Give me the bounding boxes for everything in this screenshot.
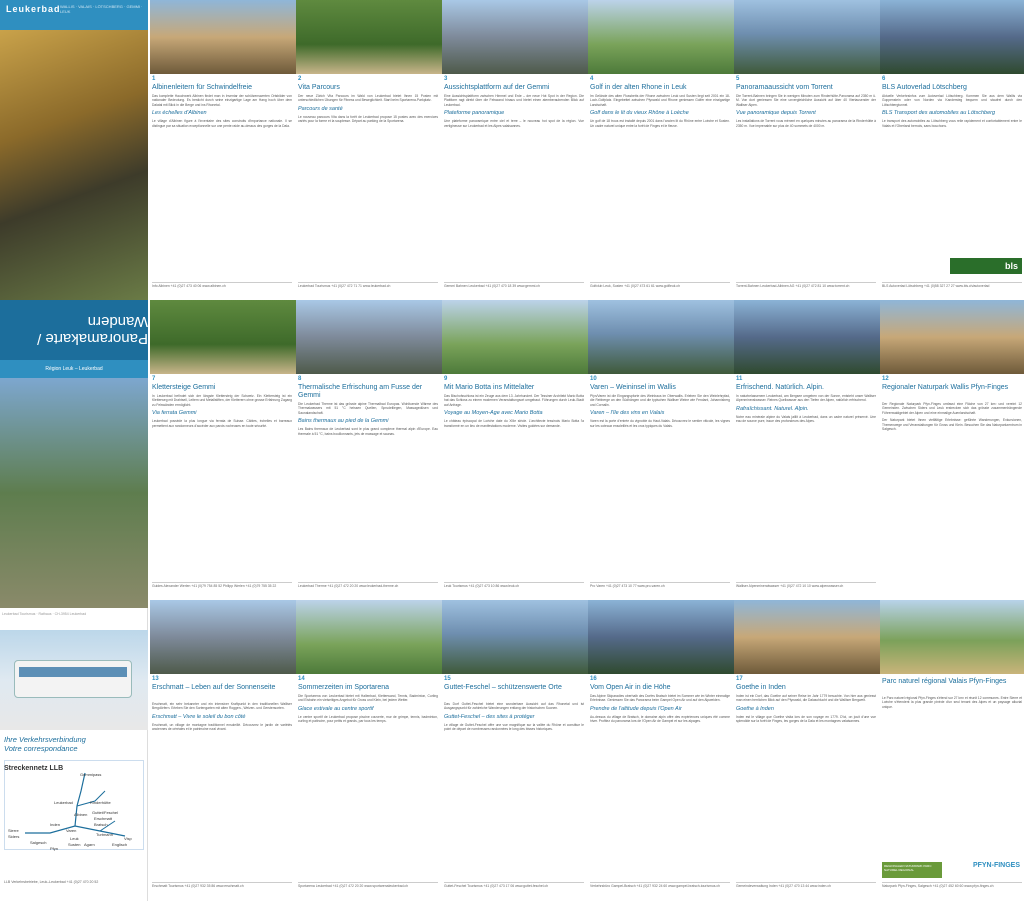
panel-photo <box>734 300 880 374</box>
panel-text-de: Das Bischofsschloss ist ein Zeuge aus dem 13. Jahrhundert. Der Tessiner Architekt Mario Botta hat das Schloss zu einem modernen Veranstaltungsort umgebaut. Führungen durch Leuk-Stadt auf Anfrage. <box>444 394 584 407</box>
panel-text <box>444 702 584 732</box>
panel-number: 13 <box>152 676 159 682</box>
panel-3 <box>442 0 588 300</box>
panel-2 <box>296 0 442 300</box>
panel-5 <box>734 0 880 300</box>
panel-title: Goethe in Inden <box>736 684 786 691</box>
panel-text <box>152 94 292 128</box>
panel-photo <box>880 0 1024 74</box>
panel-text-fr: Le village d'Albinen figure à l'inventaire des sites construits d'importance nationale. Il se distingue par sa situation exceptionnelle sur une pente raide au-dessus des gorges de la Dala. <box>152 119 292 128</box>
panel-subtitle: Golf dans le lit du vieux Rhône à Loèche <box>590 110 689 117</box>
panel-text <box>590 94 730 128</box>
panel-subtitle: Glace estivale au centre sportif <box>298 705 374 712</box>
map-label: Leukerbad <box>54 800 73 805</box>
panel-number: 11 <box>736 376 743 382</box>
panel-subtitle: Plateforme panoramique <box>444 110 505 117</box>
panel-photo <box>442 300 588 374</box>
panel-number: 6 <box>882 76 886 82</box>
panel-text-de: Die Torrent-Bahnen bringen Sie in wenigen Minuten zum Rinderhütte-Panorama auf 2350 m ü. M. Von dort geniessen Sie eine unvergleichliche Aussicht auf über 40 Viertausender der Walliser Alpen. <box>736 94 876 107</box>
panel-contact: Erschmatt Tourismus +41 (0)27 932 35 86 www.erschmatt.ch <box>152 882 292 888</box>
panel-number: 10 <box>590 376 597 382</box>
panel-number: 5 <box>736 76 740 82</box>
panel-text <box>882 94 1022 128</box>
panel-photo <box>296 300 442 374</box>
panel-7 <box>150 300 296 600</box>
panel-subtitle: Prendre de l'altitude depuis l'Open Air <box>590 705 682 712</box>
transport-heading: Ihre Verkehrsverbindung Votre correspondance <box>4 735 86 753</box>
cover-photo <box>0 30 148 300</box>
panel-number: 8 <box>298 376 302 382</box>
cover-fold <box>0 0 148 901</box>
park-panel <box>880 600 1024 900</box>
park-title: Parc naturel régional Valais Pfyn-Finges <box>882 678 1007 685</box>
panel-text-de: Die Sportarena von Leukerbad bietet mit Hallenbad, Kletterwand, Tennis, Badminton, Curling und Eisbahn ein vielseitiges Angebot für Gross und Klein, bei jedem Wetter. <box>298 694 438 703</box>
panel-text-fr: Les installations de Torrent vous mènent en quelques minutes au panorama de la Rinderhütte à 2350 m. Vue imprenable sur plus de 40 sommets de 4000 m. <box>736 119 876 128</box>
panel-number: 4 <box>590 76 594 82</box>
panel-text-de: Das komplette Hauchwerk Albinen findet man in Inventar der schützenswerten Ortsbilder von nationaler Bedeutung. Es besticht durch seine einzigartige Lage am Hang hoch über dem Dalatal mit Blick in die Berge und ins Rhonetal. <box>152 94 292 107</box>
panel-contact: Golfclub Leuk, Susten +41 (0)27 473 61 61 www.golfleuk.ch <box>590 282 730 288</box>
panel-text-de: Inden ist ein Dorf, das Goethe auf seiner Reise im Jahr 1779 besuchte. Von hier aus geniesst man einen herrlichen Blick auf den Pfynwald, die Dalaschlucht und die Walliser Bergwelt. <box>736 694 876 703</box>
panel-photo <box>442 0 588 74</box>
panel-text-fr: Leukerbad possède la plus longue via ferrata de Suisse. Câbles, échelles et barreaux permettent aux randonneurs d'accéder aux parois rocheuses en toute sécurité. <box>152 419 292 428</box>
panel-16 <box>588 600 734 900</box>
panel-text <box>298 694 438 724</box>
panel-text-fr: Le château épiscopal de Loèche date du XIIIe siècle. L'architecte tessinois Mario Botta l'a transformé en un lieu de manifestations moderne. Visites guidées sur demande. <box>444 419 584 428</box>
panel-photo <box>150 0 296 74</box>
panel-text <box>590 694 730 724</box>
brand-logo: Leukerbad <box>6 4 61 14</box>
panel-17 <box>734 600 880 900</box>
map-label: Siders <box>8 834 20 839</box>
panel-text-fr: Notre eau minérale alpine du Valais jaillit à Leukerbad, dans un cadre naturel préservé. Une eau de source pure, issue des profondeurs des Alpes. <box>736 414 876 424</box>
panel-title: Thermalische Erfrischung am Fusse der Gemmi <box>298 384 423 399</box>
panel-photo <box>734 600 880 674</box>
panel-subtitle: Rafraîchissant. Naturel. Alpin. <box>736 405 809 412</box>
cover-caption: Leukerbad Tourismus · Rathaus · CH-3954 Leukerbad <box>2 612 87 616</box>
panel-text <box>736 394 876 424</box>
panel-subtitle: Guttet-Feschel – des sites à protéger <box>444 713 535 720</box>
panel-text <box>736 694 876 724</box>
panel-text-fr: Un golf de 18 trous est installé depuis 2001 dans l'ancien lit du Rhône entre Loèche et Susten. Un cadre naturel unique entre la forêt de Finges et le fleuve. <box>590 119 730 128</box>
panel-text <box>298 94 438 124</box>
panel-title: Mit Mario Botta ins Mittelalter <box>444 384 535 391</box>
panel-number: 12 <box>882 376 889 382</box>
panel-text-fr: Le centre sportif de Leukerbad propose piscine couverte, mur de grimpe, tennis, badminton, curling et patinoire, pour petits et grands, par tous les temps. <box>298 714 438 724</box>
panel-text-de: Erschmatt, ein sehr bekannter und ein intensiver Kraftpunkt in den traditionellen Walliser Bergdörfern. Erleben Sie den Sortengarten mit alten Roggen-, Weizen- und Gerstensorten. <box>152 702 292 711</box>
panel-contact: Gemeindeverwaltung Inden +41 (0)27 470 13 44 www.inden.ch <box>736 882 876 888</box>
panel-title: Regionaler Naturpark Wallis Pfyn-Finges <box>882 384 1009 391</box>
panel-subtitle: Via ferrata Gemmi <box>152 410 197 417</box>
panel-contact: Guttet-Feschel Tourismus +41 (0)27 473 17 06 www.guttet-feschel.ch <box>444 882 584 888</box>
panel-text-de: Aktuelle Verkehrsinfos zum Autoverlad Lötschberg. Kommen Sie aus dem Wallis via Goppenstein oder von Norden via Kandersteg bequem und staufrei durch den Lötschbergtunnel. <box>882 94 1022 107</box>
map-label: Pfyn <box>50 846 59 851</box>
panel-number: 3 <box>444 76 448 82</box>
park-logo: REGIONALER NATURPARK PARC NATUREL REGIONAL <box>882 862 942 878</box>
panel-photo <box>150 600 296 674</box>
bls-logo: bls <box>950 258 1022 274</box>
panel-contact: Guides Alexander Werlen +41 (0)79 754 85 52 Philipp Werlen +41 (0)79 755 35 22 <box>152 582 292 588</box>
panel-contact: Pro Varen +41 (0)27 473 10 77 www.pro-varen.ch <box>590 582 730 588</box>
map-label: Leuk <box>70 836 79 841</box>
panel-subtitle: BLS Transport des automobiles au Lötschberg <box>882 110 996 117</box>
panel-text <box>444 394 584 428</box>
panel-photo <box>588 0 734 74</box>
cover-subtitle: Région Leuk – Leukerbad <box>0 360 148 378</box>
church-photo <box>0 378 148 608</box>
map-label: Visp <box>124 836 132 841</box>
panel-subtitle: Vue panoramique depuis Torrent <box>736 110 816 117</box>
panel-subtitle: Parcours de santé <box>298 105 343 112</box>
transport-footer: LLB Verkehrsbetriebe, Leuk–Leukerbad +41 (0)27 470 20 52 <box>4 880 99 884</box>
panel-text-de: In naturbelassenem Leukerbad, am Bergsee umgeben von der Sonne, entsteht unser Walliser Alpenmineralwasser. Reines Quellwasser aus den Tiefen der Alpen, natürlich erfrischend. <box>736 394 876 403</box>
panel-text-de: Der neue Zürich Vita Parcours im Wald von Leukerbad bietet Ihnen 15 Posten mit unterschiedlichen Übungen für Fitness und Beweglichkeit. Start beim Sportarena-Parkplatz. <box>298 94 438 103</box>
brand-tags: WALLIS · VALAIS · LÖTSCHBERG · GEMMI · LEUK <box>60 4 143 14</box>
panel-10 <box>588 300 734 600</box>
map-label: Salgesch <box>30 840 47 845</box>
cover-title: Panoramakarte / Wandern <box>0 300 148 360</box>
panel-text-de: Die Leukerbad Therme ist das grösste alpine Thermalbad Europas. Wohltuende Wärme des Thermalwassers mit 51 °C heissen Quellen, Sprudelliegen, Massagedüsen und Saunalandschaft. <box>298 402 438 415</box>
panel-contact: Torrent-Bahnen Leukerbad-Albinen AG +41 (0)27 472 81 10 www.torrent.ch <box>736 282 876 288</box>
panel-text <box>152 702 292 732</box>
panel-number: 1 <box>152 76 156 82</box>
panel-title: Panoramaaussicht vom Torrent <box>736 84 833 91</box>
map-label: Rinderhütte <box>90 800 111 805</box>
panel-text <box>152 394 292 428</box>
panel-14 <box>296 600 442 900</box>
panel-title: Klettersteige Gemmi <box>152 384 216 391</box>
panel-title: BLS Autoverlad Lötschberg <box>882 84 967 91</box>
map-label: Albinen <box>74 812 88 817</box>
panel-photo <box>734 0 880 74</box>
panel-text-de: Eine Aussichtsplattform zwischen Himmel und Erde – der neue Hot Spot in der Region. Die Plattform ragt direkt über die Felswand hinaus und bietet einen atemberaubenden Blick auf Leukerbad. <box>444 94 584 107</box>
panel-text <box>736 94 876 128</box>
panel-12 <box>880 300 1024 600</box>
panel-text-fr: Le transport des automobiles au Lötschberg vous relie rapidement et confortablement entre le Valais et l'Oberland bernois, sans bouchons. <box>882 119 1022 128</box>
panel-text-fr: Les Bains thermaux de Leukerbad sont le plus grand complexe thermal alpin d'Europe. Eau thermale à 51 °C, bains bouillonnants, jets de massage et saunas. <box>298 427 438 436</box>
map-label: Inden <box>50 822 61 827</box>
panel-text-fr: Varen est la porte d'entrée du vignoble du Haut-Valais. Découvrez le sentier viticole, les vignes sur les coteaux ensoleillés et les crus typiques du Valais. <box>590 419 730 428</box>
panel-number: 15 <box>444 676 451 682</box>
panel-contact: Leukerbad Therme +41 (0)27 472 20 20 www.leukerbad-therme.ch <box>298 582 438 588</box>
panel-contact: Gemmi Bahnen Leukerbad +41 (0)27 470 18 39 www.gemmi.ch <box>444 282 584 288</box>
panel-text <box>444 94 584 128</box>
map-title: Streckennetz LLB <box>4 765 64 772</box>
panel-title: Sommerzeiten im Sportarena <box>298 684 390 691</box>
map-label: Varen <box>66 828 77 833</box>
panel-text <box>882 402 1022 431</box>
panel-title: Vita Parcours <box>298 84 340 91</box>
park-logo-text: PFYN-FINGES <box>972 862 1020 869</box>
panel-subtitle: Varen – l'île des vins en Valais <box>590 410 665 417</box>
panel-photo <box>150 300 296 374</box>
panel-title: Aussichtsplattform auf der Gemmi <box>444 84 550 91</box>
park-contact: Naturpark Pfyn-Finges, Salgesch +41 (0)27 452 60 60 www.pfyn-finges.ch <box>882 882 1022 888</box>
map-label: Englisch <box>112 842 128 847</box>
panel-text-fr: Erschmatt, un village de montagne traditionnel ensoleillé. Découvrez le jardin de variétés anciennes de céréales et le patrimoine rural vivant. <box>152 722 292 732</box>
map-label: Guttet/Feschel <box>92 810 119 815</box>
panel-number: 2 <box>298 76 302 82</box>
map-label: Agarn <box>84 842 95 847</box>
panel-15 <box>442 600 588 900</box>
map-label: Erschmatt <box>94 816 113 821</box>
panel-11 <box>734 300 880 600</box>
park-text: Le Parc naturel régional Pfyn-Finges s'étend sur 27 km² et réunit 12 communes. Entre Sierre et Loèche s'étendent la plus grande pinède d'un seul tenant des Alpes et un paysage alluvial unique. <box>882 696 1022 709</box>
panel-9 <box>442 300 588 600</box>
panel-photo <box>442 600 588 674</box>
map-label: Gemmipass <box>80 772 102 777</box>
panel-text-de: Im Gelände des alten Flussbetts der Rhone zwischen Leuk und Susten liegt seit 2001 ein 18-Loch-Golfplatz. Eingebettet zwischen Pfynwald und Rhone geniessen Golfer eine einzigartige Landschaft. <box>590 94 730 107</box>
panel-photo <box>296 600 442 674</box>
panel-text-de: Pfyn/Varen ist die Eingangspforte des Weinbaus im Oberwallis. Erleben Sie den Weinlehrpfad, die Rebberge an den Südhängen und die typischen Walliser Weine wie Fendant, Johannisberg und Cornalin. <box>590 394 730 407</box>
panel-contact: BLS Autoverlad Lötschberg +41 (0)58 327 27 27 www.bls.ch/autoverlad <box>882 282 1022 288</box>
panel-text-de: Das Alpine Skiparadies oberhalb des Dorfes Bratsch bietet im Sommer wie im Winter einmalige Erlebnisse. Geniessen Sie das Panorama beim Gampel Open Air und auf den Alpweiden. <box>590 694 730 703</box>
panel-text-fr: Der Naturpark bietet Ihnen vielfältige Erlebnisse: geführte Wanderungen, Exkursionen, Themenwege und Veranstaltungen für Gross und Klein. Besuchen Sie das Naturparkzentrum in Salgesch. <box>882 418 1022 432</box>
panel-text-fr: Le village de Guttet-Feschel offre une vue magnifique sur la vallée du Rhône et constitue le point de départ de nombreuses randonnées le long des bisses historiques. <box>444 722 584 732</box>
panel-contact: Sportarena Leukerbad +41 (0)27 472 20 20 www.sportarenaleukerbad.ch <box>298 882 438 888</box>
panel-text-de: In Leukerbad befindet sich der längste Klettersteig der Schweiz. Ein Klettersteig ist ein Kletterweg mit Drahtseil, Leitern und Metallstiften, der Kletterern ohne grosse Erfahrung Zugang zu Felswänden ermöglicht. <box>152 394 293 407</box>
panel-photo <box>588 600 734 674</box>
panel-8 <box>296 300 442 600</box>
panel-contact: Verkehrsbüro Gampel-Bratsch +41 (0)27 932 24 60 www.gampel-bratsch-tourismus.ch <box>590 882 730 888</box>
panel-photo <box>880 300 1024 374</box>
panel-text-de: Das Dorf Guttet-Feschel bietet eine wunderbare Aussicht auf das Rhonetal und ist Ausgangspunkt für zahlreiche Wanderungen entlang der historischen Suonen. <box>444 702 584 711</box>
panel-text-de: Der Regionale Naturpark Pfyn-Finges umfasst eine Fläche von 27 km² und vereint 12 Gemeinden. Zwischen Siders und Leuk erstrecken sich das grösste zusammenhängende Föhrenwaldgebiet der Alpen und eine einmalige Auenlandschaft. <box>882 402 1022 415</box>
panel-contact: Walliser Alpenmineralwasser +41 (0)27 472 10 10 www.alpenwasser.ch <box>736 582 876 588</box>
panel-subtitle: Erschmatt – Vivre le soleil du bon côté <box>152 713 246 720</box>
panel-text-fr: Inden est le village que Goethe visita lors de son voyage en 1779. D'ici, on jouit d'une vue splendide sur la forêt de Finges, les gorges de la Dala et les montagnes valaisannes. <box>736 714 876 724</box>
map-label: Sierre <box>8 828 19 833</box>
panel-title: Golf in der alten Rhone in Leuk <box>590 84 687 91</box>
panel-text <box>298 402 438 436</box>
panel-title: Erschmatt – Leben auf der Sonnenseite <box>152 684 276 691</box>
panel-title: Varen – Weininsel im Wallis <box>590 384 676 391</box>
panel-subtitle: Bains thermaux au pied de la Gemmi <box>298 418 389 425</box>
panel-photo <box>588 300 734 374</box>
panel-contact: Leuk Tourismus +41 (0)27 473 10 86 www.leuk.ch <box>444 582 584 588</box>
panel-subtitle: Voyage au Moyen-Age avec Mario Botta <box>444 410 543 417</box>
panel-text-fr: Au-dessus du village de Bratsch, le domaine alpin offre des expériences uniques été comme hiver. Profitez du panorama lors de l'Open Air de Gampel et sur les alpages. <box>590 714 730 724</box>
panel-contact: Info Albinen +41 (0)27 473 40 06 www.albinen.ch <box>152 282 292 288</box>
map-label: Susten <box>68 842 81 847</box>
park-photo <box>880 600 1024 674</box>
panel-number: 14 <box>298 676 305 682</box>
panel-text <box>590 394 730 428</box>
panel-contact: Leukerbad Tourismus +41 (0)27 472 71 71 www.leukerbad.ch <box>298 282 438 288</box>
panel-13 <box>150 600 296 900</box>
panel-photo <box>296 0 442 74</box>
panel-4 <box>588 0 734 300</box>
panel-number: 9 <box>444 376 448 382</box>
panel-subtitle: Les échelles d'Albinen <box>152 110 207 117</box>
panel-text-fr: Une plateforme panoramique entre ciel et terre – le nouveau hot spot de la région. Vue vertigineuse sur Leukerbad et les Alpes valaisannes. <box>444 119 584 128</box>
panel-1 <box>150 0 296 300</box>
panel-number: 17 <box>736 676 743 682</box>
panel-title: Guttet-Feschel – schützenswerte Orte <box>444 684 562 691</box>
bus-image <box>14 660 132 698</box>
panel-number: 7 <box>152 376 156 382</box>
map-label: Bratsch <box>94 822 108 827</box>
panel-number: 16 <box>590 676 597 682</box>
panel-6 <box>880 0 1024 300</box>
panel-title: Erfrischend. Natürlich. Alpin. <box>736 384 824 391</box>
panel-title: Albinenleitern für Schwindelfreie <box>152 84 252 91</box>
panel-text-fr: Le nouveau parcours Vita dans la forêt de Leukerbad propose 15 postes avec des exercices variés pour la forme et la souplesse. Départ au parking de la Sportarena. <box>298 114 438 124</box>
panel-subtitle: Goethe à Inden <box>736 705 774 712</box>
map-label: Turtmann <box>96 832 113 837</box>
panel-title: Vom Open Air in die Höhe <box>590 684 671 691</box>
